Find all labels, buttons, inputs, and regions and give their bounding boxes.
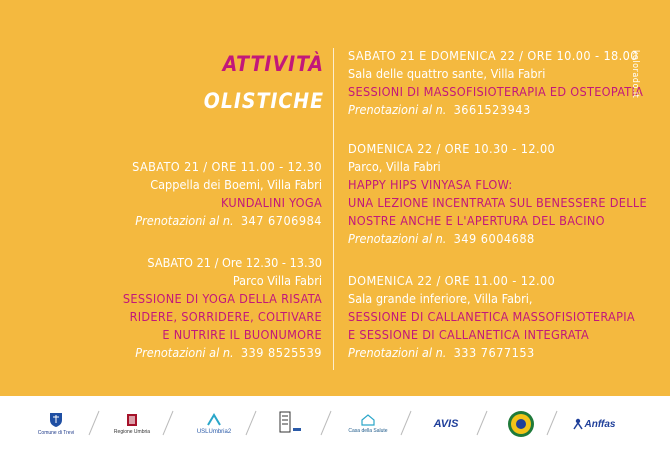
event-where: Sala grande inferiore, Villa Fabri, bbox=[348, 291, 533, 306]
comune-di-trevi-logo bbox=[36, 404, 76, 444]
booking-number: 3661523943 bbox=[453, 102, 531, 117]
event-title: NOSTRE ANCHE E L'APERTURA DEL BACINO bbox=[348, 213, 605, 228]
event-booking bbox=[348, 101, 643, 119]
regione-umbria-logo bbox=[112, 404, 152, 444]
logo-label: Comune di Trevi bbox=[37, 430, 75, 436]
logo-label: Regione Umbria bbox=[113, 429, 151, 435]
event-yoga-della-risata bbox=[123, 254, 322, 362]
event-title: SESSIONI DI MASSOFISIOTERAPIA ED OSTEOPATIA bbox=[348, 84, 644, 99]
separator-icon bbox=[162, 410, 174, 436]
event-when: DOMENICA 22 / ORE 10.30 - 12.00 bbox=[348, 141, 556, 156]
heading-line-1: ATTIVITÀ bbox=[222, 52, 324, 76]
anffas-mark bbox=[573, 418, 616, 430]
booking-label: Prenotazioni al n. bbox=[135, 213, 234, 228]
event-where: Sala delle quattro sante, Villa Fabri bbox=[348, 66, 546, 81]
booking-number: 339 8525539 bbox=[240, 345, 322, 360]
separator-icon bbox=[476, 410, 488, 436]
side-credit: kolorado.it bbox=[630, 50, 640, 99]
event-happy-hips bbox=[348, 140, 647, 248]
event-massofisioterapia bbox=[348, 47, 643, 119]
casa-della-salute-logo bbox=[346, 404, 390, 444]
villa-fabri-logo bbox=[272, 404, 308, 444]
event-title: SESSIONE DI CALLANETICA MASSOFISIOTERAPIA bbox=[348, 309, 635, 324]
separator-icon bbox=[245, 410, 257, 436]
anffas-wordmark: Anffas bbox=[584, 418, 616, 430]
booking-number: 333 7677153 bbox=[453, 345, 535, 360]
event-title: KUNDALINI YOGA bbox=[220, 195, 322, 210]
event-title: HAPPY HIPS VINYASA FLOW: bbox=[348, 177, 513, 192]
event-when: SABATO 21 / ORE 11.00 - 12.30 bbox=[132, 159, 322, 174]
avis-logo bbox=[426, 404, 466, 444]
regione-emblem-icon bbox=[126, 413, 138, 427]
event-where: Parco Villa Fabri bbox=[232, 273, 322, 288]
anffas-icon bbox=[573, 418, 583, 430]
villa-emblem-icon bbox=[277, 410, 303, 438]
circle-emblem-logo bbox=[504, 404, 538, 444]
logo-label: USLUmbria2 bbox=[196, 429, 232, 435]
event-title: E SESSIONE DI CALLANETICA INTEGRATA bbox=[348, 327, 590, 342]
booking-number: 349 6004688 bbox=[453, 231, 535, 246]
logo-label: Casa della Salute bbox=[348, 428, 388, 434]
event-where: Parco, Villa Fabri bbox=[348, 159, 441, 174]
separator-icon bbox=[546, 410, 558, 436]
separator-icon bbox=[88, 410, 100, 436]
event-title: SESSIONE DI YOGA DELLA RISATA bbox=[122, 291, 322, 306]
event-when: DOMENICA 22 / ORE 11.00 - 12.00 bbox=[348, 273, 556, 288]
booking-label: Prenotazioni al n. bbox=[348, 102, 447, 117]
event-callanetica bbox=[348, 272, 635, 362]
event-kundalini-yoga bbox=[132, 158, 322, 230]
event-title: E NUTRIRE IL BUONUMORE bbox=[162, 327, 322, 342]
booking-label: Prenotazioni al n. bbox=[348, 345, 447, 360]
event-booking bbox=[348, 230, 647, 248]
usl-icon bbox=[206, 413, 222, 427]
event-title: RIDERE, SORRIDERE, COLTIVARE bbox=[129, 309, 322, 324]
event-when: SABATO 21 E DOMENICA 22 / ORE 10.00 - 18.00 bbox=[348, 48, 638, 63]
column-divider bbox=[333, 48, 334, 370]
heading-line-2: OLISTICHE bbox=[203, 89, 324, 113]
house-icon bbox=[361, 414, 375, 426]
event-title: UNA LEZIONE INCENTRATA SUL BENESSERE DELLE bbox=[348, 195, 647, 210]
event-when: SABATO 21 / Ore 12.30 - 13.30 bbox=[147, 255, 322, 270]
avis-wordmark: AVIS bbox=[433, 418, 459, 430]
booking-number: 347 6706984 bbox=[240, 213, 322, 228]
event-booking bbox=[348, 344, 635, 362]
crest-icon bbox=[49, 412, 63, 428]
booking-label: Prenotazioni al n. bbox=[135, 345, 234, 360]
booking-label: Prenotazioni al n. bbox=[348, 231, 447, 246]
event-booking bbox=[132, 212, 322, 230]
separator-icon bbox=[400, 410, 412, 436]
usl-umbria-logo bbox=[190, 404, 238, 444]
event-where: Cappella dei Boemi, Villa Fabri bbox=[150, 177, 322, 192]
separator-icon bbox=[320, 410, 332, 436]
event-booking bbox=[123, 344, 322, 362]
anffas-logo bbox=[568, 404, 620, 444]
circle-emblem-icon bbox=[507, 410, 535, 438]
